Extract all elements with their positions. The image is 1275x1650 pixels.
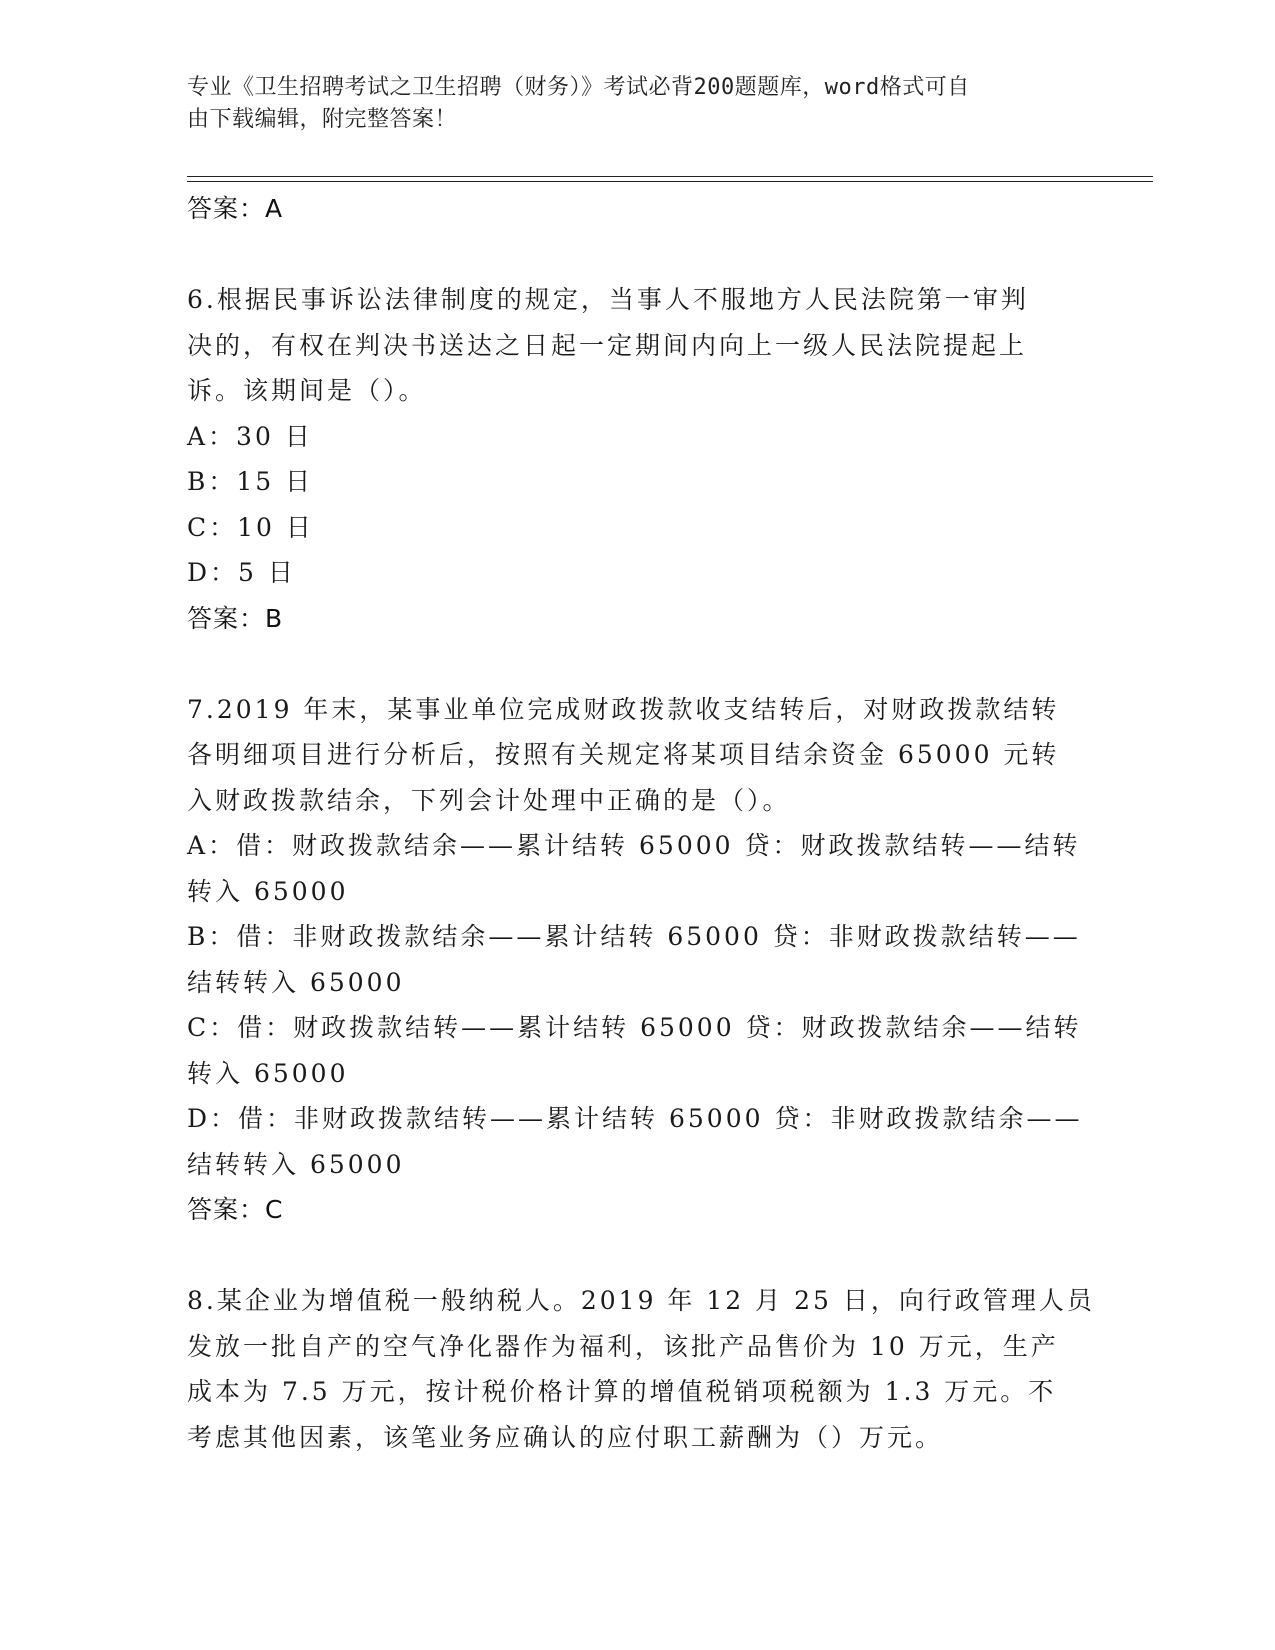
option-text-line: C：借：财政拨款结转——累计结转 65000 贷：财政拨款结余——结转	[187, 1013, 1082, 1042]
document-header	[187, 72, 1087, 136]
option-b: B：15 日	[187, 467, 314, 496]
header-divider-bottom	[187, 181, 1153, 182]
block-spacer	[187, 1232, 1087, 1278]
question-6	[187, 277, 1087, 641]
question-text-line: 诉。该期间是（）。	[187, 376, 427, 405]
option-text-line: 转入 65000	[187, 876, 349, 906]
option-text-line: 结转转入 65000	[187, 967, 405, 997]
question-list	[187, 186, 1095, 1460]
option-text-line: 结转转入 65000	[187, 1149, 405, 1179]
option-text-line: 转入 65000	[187, 1058, 349, 1088]
question-text-line: 发放一批自产的空气净化器作为福利，该批产品售价为 10 万元，生产	[187, 1331, 1059, 1361]
question-text-line: 各明细项目进行分析后，按照有关规定将某项目结余资金 65000 元转	[187, 740, 1060, 769]
answer-line: 答案：C	[187, 1195, 284, 1224]
header-divider-top	[187, 176, 1153, 177]
question-8	[187, 1278, 1095, 1460]
option-a: A：30 日	[187, 421, 313, 451]
question-text-line: 入财政拨款结余，下列会计处理中正确的是（）。	[187, 785, 791, 815]
option-a	[187, 823, 1087, 914]
header-line-1: 专业《卫生招聘考试之卫生招聘（财务）》考试必背200题题库，word格式可自	[187, 75, 970, 100]
option-d: D：5 日	[187, 558, 296, 587]
question-text-line: 成本为 7.5 万元，按计税价格计算的增值税销项税额为 1.3 万元。不	[187, 1377, 1057, 1406]
option-d	[187, 1096, 1087, 1187]
question-text-line: 决的，有权在判决书送达之日起一定期间内向上一级人民法院提起上	[187, 330, 1028, 360]
option-text-line: A：借：财政拨款结余——累计结转 65000 贷：财政拨款结转——结转	[187, 831, 1081, 860]
option-c: C：10 日	[187, 512, 314, 542]
option-text-line: B：借：非财政拨款结余——累计结转 65000 贷：非财政拨款结转——	[187, 922, 1081, 951]
option-b	[187, 914, 1087, 1005]
answer-line: 答案：A	[187, 194, 284, 223]
question-text-line: 8.某企业为增值税一般纳税人。2019 年 12 月 25 日，向行政管理人员	[187, 1286, 1095, 1315]
question-text-line: 7.2019 年末，某事业单位完成财政拨款收支结转后，对财政拨款结转	[187, 694, 1060, 724]
question-7	[187, 687, 1087, 1233]
block-spacer	[187, 231, 1087, 277]
question-text-line: 考虑其他因素，该笔业务应确认的应付职工薪酬为（）万元。	[187, 1422, 944, 1452]
answer-line: 答案：B	[187, 603, 284, 633]
option-c	[187, 1005, 1087, 1096]
option-text-line: D：借：非财政拨款结转——累计结转 65000 贷：非财政拨款结余——	[187, 1104, 1083, 1133]
question-text-line: 6.根据民事诉讼法律制度的规定，当事人不服地方人民法院第一审判	[187, 285, 1029, 314]
header-line-2: 由下载编辑，附完整答案！	[187, 107, 458, 132]
block-spacer	[187, 641, 1087, 687]
